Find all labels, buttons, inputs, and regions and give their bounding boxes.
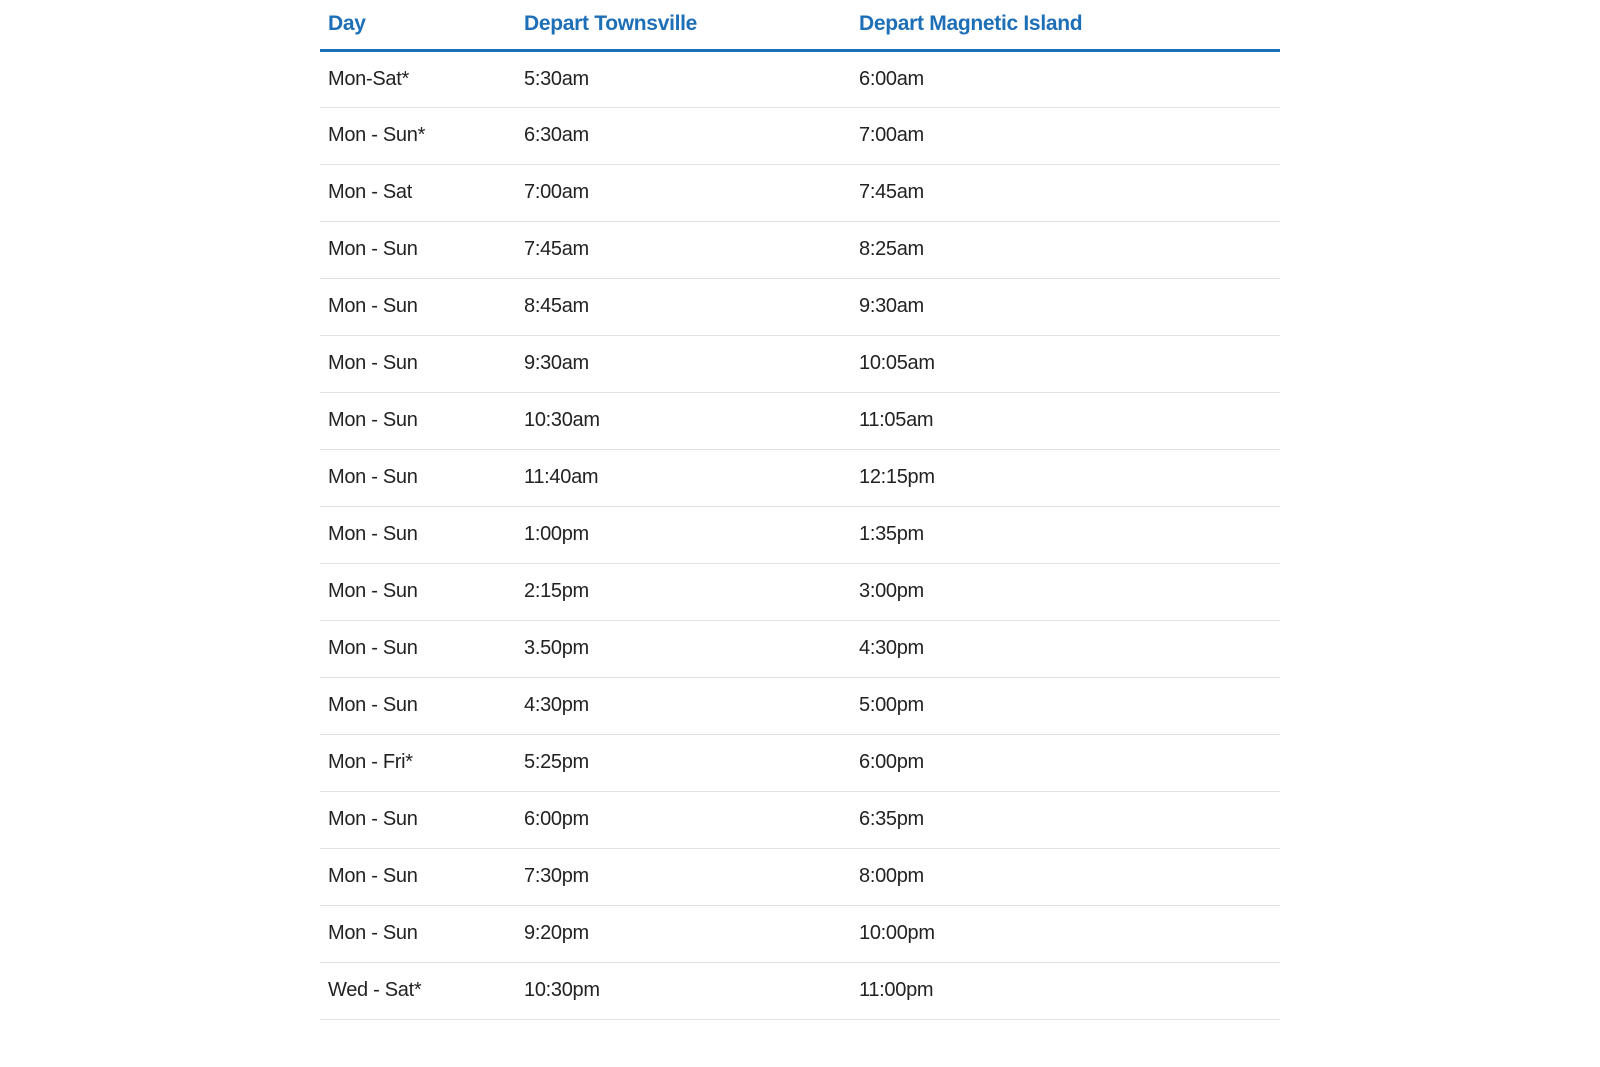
header-row: [320, 0, 1280, 50]
depart-magnetic-island-cell: 3:00pm: [853, 563, 1280, 620]
depart-magnetic-island-cell: 10:00pm: [853, 905, 1280, 962]
table-row: [320, 50, 1280, 107]
table-row: [320, 221, 1280, 278]
table-row: [320, 677, 1280, 734]
day-cell: Mon - Sun: [320, 449, 518, 506]
day-cell: Mon - Sun: [320, 848, 518, 905]
table-row: [320, 392, 1280, 449]
depart-magnetic-island-cell: 8:25am: [853, 221, 1280, 278]
table-row: [320, 506, 1280, 563]
day-cell: Mon - Sun: [320, 278, 518, 335]
table-row: [320, 620, 1280, 677]
depart-magnetic-island-cell: 6:00am: [853, 50, 1280, 107]
day-cell: Mon - Sun: [320, 392, 518, 449]
depart-townsville-cell: 6:30am: [518, 107, 853, 164]
timetable-body: [320, 50, 1280, 1019]
depart-magnetic-island-cell: 1:35pm: [853, 506, 1280, 563]
depart-magnetic-island-cell: 7:45am: [853, 164, 1280, 221]
day-cell: Mon - Sat: [320, 164, 518, 221]
depart-townsville-cell: 3.50pm: [518, 620, 853, 677]
timetable-table: [320, 0, 1280, 1020]
depart-magnetic-island-cell: 7:00am: [853, 107, 1280, 164]
day-cell: Mon - Sun: [320, 221, 518, 278]
day-cell: Mon - Sun: [320, 563, 518, 620]
depart-magnetic-island-cell: 5:00pm: [853, 677, 1280, 734]
table-row: [320, 278, 1280, 335]
day-cell: Mon - Sun: [320, 620, 518, 677]
depart-townsville-cell: 5:30am: [518, 50, 853, 107]
table-row: [320, 164, 1280, 221]
day-cell: Mon - Sun: [320, 506, 518, 563]
table-row: [320, 563, 1280, 620]
depart-magnetic-island-cell: 10:05am: [853, 335, 1280, 392]
depart-townsville-cell: 9:20pm: [518, 905, 853, 962]
depart-townsville-cell: 8:45am: [518, 278, 853, 335]
day-cell: Mon - Sun*: [320, 107, 518, 164]
day-cell: Mon - Sun: [320, 905, 518, 962]
day-cell: Mon - Fri*: [320, 734, 518, 791]
depart-magnetic-island-cell: 9:30am: [853, 278, 1280, 335]
day-cell: Mon-Sat*: [320, 50, 518, 107]
day-cell: Wed - Sat*: [320, 962, 518, 1019]
column-header-day: Day: [320, 0, 518, 50]
timetable-header: [320, 0, 1280, 50]
table-row: [320, 962, 1280, 1019]
depart-magnetic-island-cell: 4:30pm: [853, 620, 1280, 677]
depart-magnetic-island-cell: 11:05am: [853, 392, 1280, 449]
depart-townsville-cell: 2:15pm: [518, 563, 853, 620]
depart-townsville-cell: 7:45am: [518, 221, 853, 278]
depart-townsville-cell: 7:00am: [518, 164, 853, 221]
column-header-depart-magnetic-island: Depart Magnetic Island: [853, 0, 1280, 50]
day-cell: Mon - Sun: [320, 677, 518, 734]
table-row: [320, 449, 1280, 506]
table-row: [320, 791, 1280, 848]
table-row: [320, 905, 1280, 962]
depart-magnetic-island-cell: 12:15pm: [853, 449, 1280, 506]
depart-magnetic-island-cell: 11:00pm: [853, 962, 1280, 1019]
depart-magnetic-island-cell: 8:00pm: [853, 848, 1280, 905]
ferry-timetable: [320, 0, 1280, 1020]
table-row: [320, 107, 1280, 164]
day-cell: Mon - Sun: [320, 791, 518, 848]
table-row: [320, 848, 1280, 905]
depart-townsville-cell: 11:40am: [518, 449, 853, 506]
depart-townsville-cell: 6:00pm: [518, 791, 853, 848]
depart-townsville-cell: 5:25pm: [518, 734, 853, 791]
depart-magnetic-island-cell: 6:00pm: [853, 734, 1280, 791]
depart-townsville-cell: 7:30pm: [518, 848, 853, 905]
depart-townsville-cell: 10:30am: [518, 392, 853, 449]
depart-townsville-cell: 9:30am: [518, 335, 853, 392]
table-row: [320, 335, 1280, 392]
column-header-depart-townsville: Depart Townsville: [518, 0, 853, 50]
depart-townsville-cell: 10:30pm: [518, 962, 853, 1019]
day-cell: Mon - Sun: [320, 335, 518, 392]
depart-townsville-cell: 4:30pm: [518, 677, 853, 734]
table-row: [320, 734, 1280, 791]
depart-magnetic-island-cell: 6:35pm: [853, 791, 1280, 848]
depart-townsville-cell: 1:00pm: [518, 506, 853, 563]
